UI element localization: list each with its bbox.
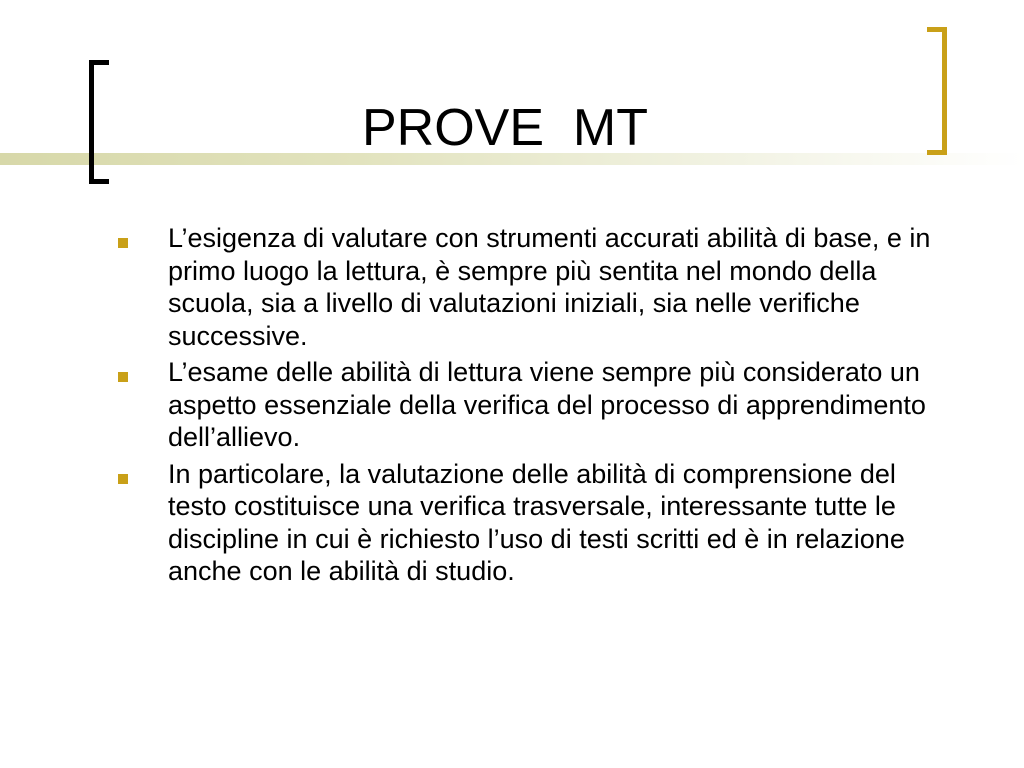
bullet-text: In particolare, la valutazione delle abilità di comprensione del testo costituisce una verifica trasversale, interessante tutte le discipline in cui è richiesto l’uso di testi scritti ed è in relazione anche con le abilità di studio. [168, 458, 905, 586]
bullet-text: L’esame delle abilità di lettura viene sempre più considerato un aspetto essenziale della verifica del processo di apprendimento dell’allievo. [168, 357, 926, 452]
square-bullet-icon [118, 372, 128, 382]
slide-title: PROVE MT [361, 99, 649, 157]
bullet-item [118, 458, 958, 588]
bullet-text: L’esigenza di valutare con strumenti accurati abilità di base, e in primo luogo la lettura, è sempre più sentita nel mondo della scuola, sia a livello di valutazioni iniziali, sia nelle verifiche successive. [168, 223, 931, 351]
bullet-item [118, 222, 958, 352]
square-bullet-icon [118, 238, 128, 248]
square-bullet-icon [118, 474, 128, 484]
bullet-item [118, 356, 958, 454]
bullet-list [118, 222, 958, 592]
